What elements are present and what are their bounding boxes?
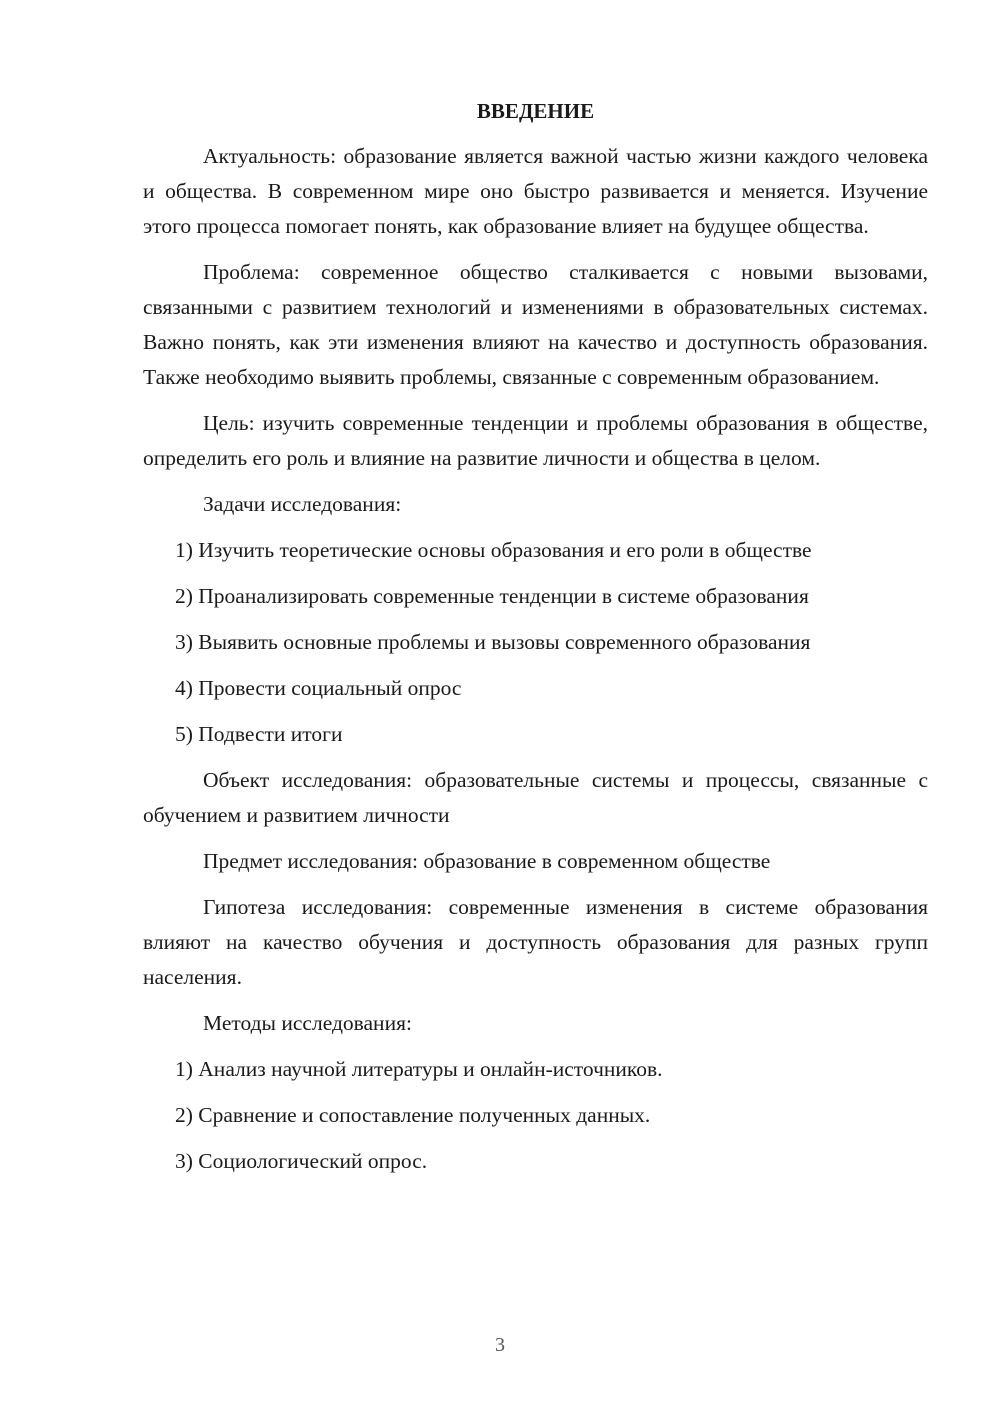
goal-paragraph: Цель: изучить современные тенденции и проблемы образования в обществе, определить его роль и влияние на развитие личности и общества в целом.	[143, 411, 928, 470]
object-paragraph: Объект исследования: образовательные системы и процессы, связанные с обучением и развитием личности	[143, 768, 928, 827]
methods-list	[143, 1052, 928, 1179]
list-item: 3) Выявить основные проблемы и вызовы современного образования	[175, 630, 811, 654]
list-item: 4) Провести социальный опрос	[175, 676, 462, 700]
page-number: 3	[495, 1334, 505, 1356]
problem-paragraph: Проблема: современное общество сталкивается с новыми вызовами, связанными с развитием технологий и изменениями в образовательных системах. Важно понять, как эти изменения влияют на качество и доступность образования. Также необходимо выявить проблемы, связанные с современным образованием.	[143, 260, 928, 389]
relevance-paragraph: Актуальность: образование является важной частью жизни каждого человека и общества. В современном мире оно быстро развивается и меняется. Изучение этого процесса помогает понять, как образование влияет на будущее общества.	[143, 144, 928, 238]
tasks-list	[143, 533, 928, 752]
hypothesis-paragraph: Гипотеза исследования: современные изменения в системе образования влияют на качество обучения и доступность образования для разных групп населения.	[143, 895, 928, 989]
methods-heading: Методы исследования:	[203, 1011, 412, 1035]
list-item: 3) Социологический опрос.	[175, 1149, 428, 1173]
list-item: 2) Сравнение и сопоставление полученных данных.	[175, 1103, 651, 1127]
list-item: 5) Подвести итоги	[175, 722, 343, 746]
list-item: 2) Проанализировать современные тенденции в системе образования	[175, 584, 809, 608]
subject-paragraph: Предмет исследования: образование в современном обществе	[203, 849, 771, 873]
list-item: 1) Анализ научной литературы и онлайн-источников.	[175, 1057, 663, 1081]
tasks-heading: Задачи исследования:	[203, 492, 402, 516]
list-item: 1) Изучить теоретические основы образования и его роли в обществе	[175, 538, 812, 562]
document-page	[143, 95, 928, 1190]
document-title: ВВЕДЕНИЕ	[476, 99, 595, 123]
